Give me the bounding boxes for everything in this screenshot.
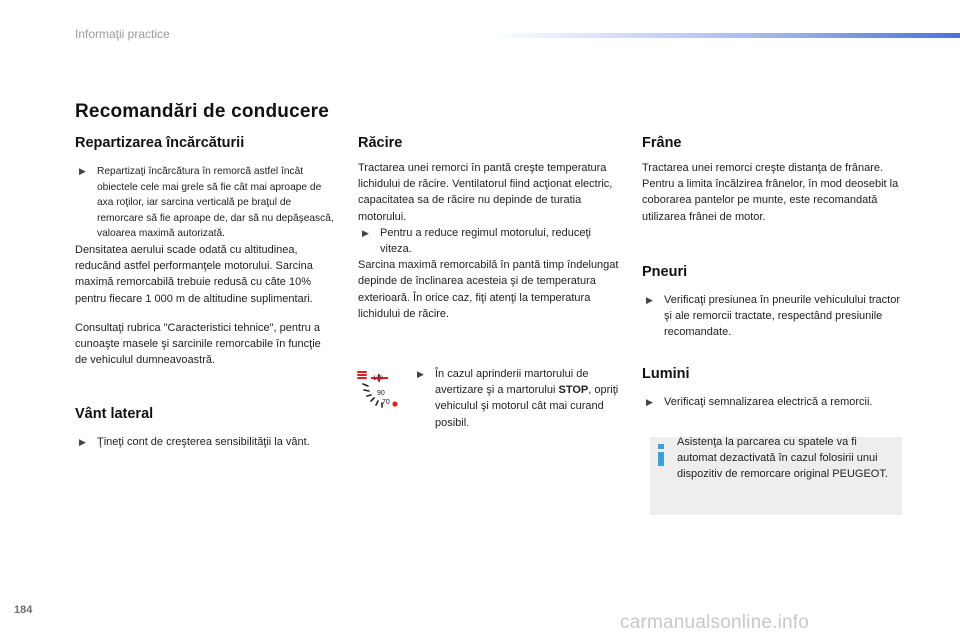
cooling-heading: Răcire	[358, 135, 403, 151]
load-bullet-text: Repartizaţi încărcătura în remorcă astfel încât obiectele cele mai grele să fie cât mai aproape de axa roţilor, iar sarcina verticală pe braţul de remorcare să fie aproape de, dar să nu depăşească, valoarea maximă autorizată.	[97, 166, 334, 240]
cooling-bullet-speed	[358, 225, 623, 257]
section-header-title: Informaţii practice	[75, 27, 170, 41]
info-box-text: Asistenţa la parcarea cu spatele va fi automat dezactivată în cazul folosirii unui dispozitiv de remorcare original PEUGEOT.	[677, 436, 888, 481]
cooling-bullet-stop	[413, 366, 623, 431]
lights-heading: Lumini	[642, 366, 690, 382]
bullet-marker-icon: ▶	[646, 295, 653, 305]
section-cooling	[358, 135, 623, 322]
cooling-paragraph-1: Tractarea unei remorci în pantă creşte temperatura lichidului de răcire. Ventilatorul fiind acţionat electric, capacitatea sa de răcire nu depinde de turatia motorului.	[358, 162, 613, 223]
section-lights	[642, 366, 907, 410]
bullet-marker-icon: ▶	[362, 227, 369, 238]
tyres-heading: Pneuri	[642, 264, 688, 280]
info-box-parking-assist	[650, 437, 902, 515]
page-number: 184	[14, 604, 33, 616]
temperature-gauge-icon	[355, 366, 405, 416]
lights-bullet-text: Verificaţi semnalizarea electrică a remorcii.	[664, 396, 873, 408]
watermark: carmanualsonline.info	[620, 612, 810, 633]
section-load	[75, 135, 335, 368]
lights-bullet	[642, 394, 907, 410]
bullet-marker-icon: ▶	[79, 437, 86, 447]
header-accent-bar	[490, 33, 960, 38]
bullet-marker-icon: ▶	[79, 166, 86, 176]
cooling-bullet-stop-post: , opriţi vehiculul şi motorul cât mai curand posibil.	[435, 384, 619, 429]
brakes-heading: Frâne	[642, 135, 682, 151]
page-title: Recomandări de conducere	[75, 101, 329, 122]
load-heading: Repartizarea încărcăturii	[75, 135, 245, 151]
wind-heading: Vânt lateral	[75, 406, 154, 422]
section-tyres	[642, 264, 907, 341]
cooling-bullet-stop-pre: În cazul aprinderii martorului de avertizare şi a martorului	[435, 368, 589, 397]
brakes-paragraph: Tractarea unei remorci creşte distanţa de frânare. Pentru a limita încălzirea frânelor, în mod deosebit la coborarea pantelor pe munte, este recomandată utilizarea frânei de motor.	[642, 162, 899, 223]
cooling-bullet-warning	[413, 366, 623, 431]
wind-bullet	[75, 434, 335, 450]
tyres-bullet-text: Verificaţi presiunea în pneurile vehiculului tractor şi ale remorcii tractate, respectând presiunile recomandate.	[664, 294, 901, 339]
load-paragraph-specs: Consultaţi rubrica "Caracteristici tehnice", pentru a cunoaşte masele şi sarcinile remorcabile în funcţie de vehiculul dumneavoastră.	[75, 321, 321, 367]
tyres-bullet	[642, 292, 907, 341]
cooling-bullet-speed-text: Pentru a reduce regimul motorului, reduceţi viteza.	[380, 226, 591, 256]
info-icon	[655, 444, 667, 466]
gauge-label-70: 70	[382, 399, 390, 406]
bullet-marker-icon: ▶	[417, 369, 424, 379]
cooling-paragraph-2: Sarcina maximă remorcabilă în pantă timp îndelungat depinde de înclinarea acesteia şi de temperatura exterioară. În orice caz, fiţi atenţi la temperatura lichidului de răcire.	[358, 259, 619, 320]
stop-label: STOP	[558, 384, 589, 397]
gauge-label-90: 90	[377, 390, 385, 397]
load-paragraph-altitude: Densitatea aerului scade odată cu altitudinea, reducând astfel performanţele motorului. Sarcina maximă remorcabilă trebuie redusă cu câte 10% pentru fiecare 1 000 m de altitudine suplimentari.	[75, 243, 313, 305]
gauge-label-130: 130	[373, 376, 384, 382]
load-bullet	[75, 164, 335, 242]
bullet-marker-icon: ▶	[646, 397, 653, 407]
wind-bullet-text: Ţineţi cont de creşterea sensibilităţii la vânt.	[97, 436, 310, 448]
section-wind	[75, 406, 335, 450]
section-brakes	[642, 135, 907, 225]
